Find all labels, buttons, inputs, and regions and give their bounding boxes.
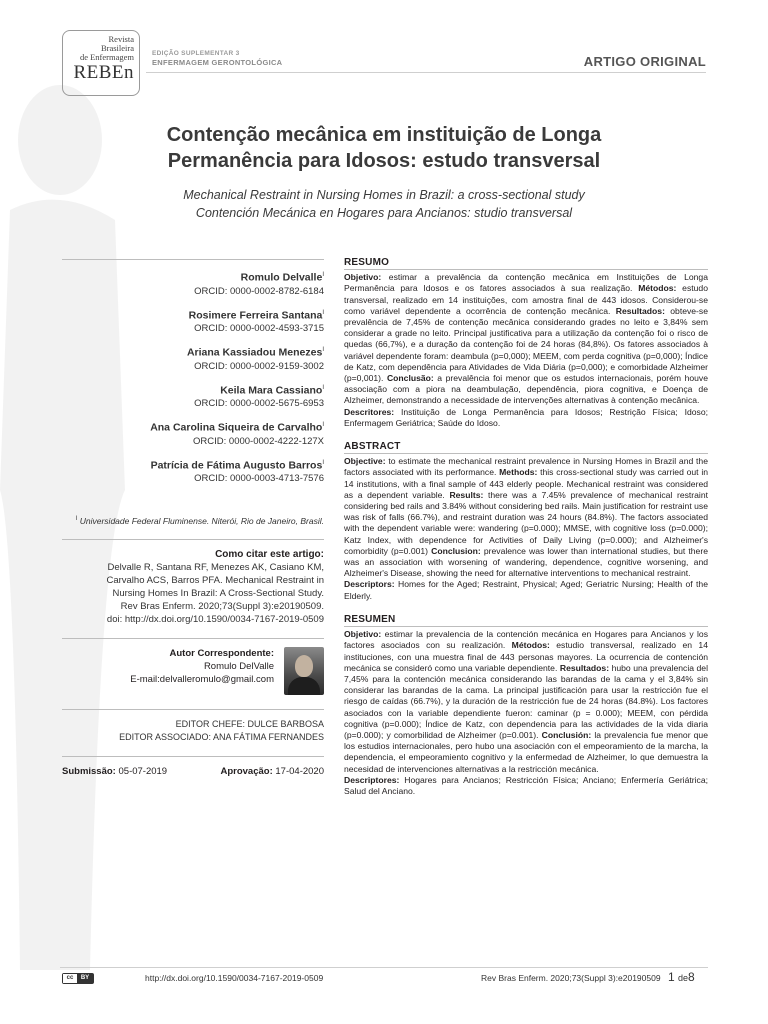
page-number: 1 de8 (668, 970, 695, 984)
author-entry (62, 306, 324, 336)
left-column (62, 259, 324, 778)
abstracts-column (344, 257, 708, 809)
footer-journal: Rev Bras Enferm. 2020;73(Suppl 3):e20190509 (481, 973, 661, 983)
author-name: Rosimere Ferreira Santana$^I$ (188, 309, 324, 321)
citation-line: Nursing Homes In Brazil: A Cross-Sectional Study. (112, 587, 324, 599)
author-name: Romulo Delvalle$^I$ (240, 271, 324, 284)
resumo-descriptors: Descritores: Instituição de Longa Permanência para Idosos; Restrição Física; Idoso; Enfermagem Geriátrica; Saúde do Idoso. (344, 406, 708, 428)
header-divider (146, 72, 706, 73)
divider (62, 259, 324, 260)
footer-divider (60, 967, 708, 968)
abstract-descriptors: Descriptors: Homes for the Aged; Restraint, Physical; Aged; Geriatric Nursing; Health of the Elderly. (344, 579, 708, 601)
photo-body (288, 677, 320, 695)
author-entry (62, 343, 324, 373)
cc-icon: cc (63, 974, 77, 983)
author-photo (284, 647, 324, 695)
divider (62, 638, 324, 639)
editors (62, 718, 324, 744)
author-name: Ariana Kassiadou Menezes$^I$ (186, 346, 324, 359)
section-heading: RESUMEN (344, 614, 708, 627)
corresponding-author-info (130, 647, 274, 686)
citation-line: Carvalho ACS, Barros PFA. Mechanical Restraint in (106, 574, 324, 586)
author-entry (62, 456, 324, 486)
author-orcid[interactable]: ORCID: 0000-0002-4222-127X (193, 435, 324, 447)
citation-text (62, 561, 324, 626)
abstract-body: Objective: to estimate the mechanical restraint prevalence in Nursing Homes in Brazil and the factors associated with its performance. Methods: this cross-sectional study was carried out in 14 institutions, with a final sample of 443 elderly people. Mechanical restraint was considered as a dependent variable. Results: there was a 7.45% prevalence of mechanical restraint considering bed rails and 3.84% without considering bed rails. Main justification for restraint use was risk of falls (66.7%), and restraint duration was 24 hours (84.8%). The factors associated with the dependent variable were: wandering (p=0.000); MMSE, with cognitive loss (p=0.000); Katz Index, with dependence for Activities of Daily Living (p=0.000); and Alzheimer's comorbidity (p=0.001) Conclusion: prevalence was lower than international studies, but there was an association with worsening of wandering, dependence, cognitive worsening, and Alzheimer's Disease, showing the need for alternative interventions to mechanical restraint. (344, 456, 709, 579)
supplement-edition: EDIÇÃO SUPLEMENTAR 3 (152, 50, 240, 57)
subtitle-spanish: Contención Mecánica en Hogares para Ancianos: studio transversal (195, 206, 573, 220)
affiliation: $^I$ Universidade Federal Fluminense. Niterói, Rio de Janeiro, Brasil. (75, 515, 324, 526)
resumo-body: Objetivo: estimar a prevalência da contenção mecânica em Instituições de Longa Permanência para Idosos e os fatores associados à sua realização. Métodos: estudo transversal, realizado em 14 instituições, com amostra final de 443 idosos. Considerou-se como variável dependente a ocorrência de contenção mecânica. Resultados: obteve-se prevalência de 7,45% de contenção mecânica considerando grades no leito e 3,84% sem considerar a grade no leito. Principal justificativa para a utilização da contenção foi o risco de quedas (66,7%), e a duração da contenção foi de 24 horas (84,8%). Os fatores associados à variável dependente foram: deambula (p=0,000); MEEM, com perda cognitiva (p=0,000); Índice de Katz, com dependência para Atividades de Vida Diária (p=0,000); e comorbidade Alzheimer (p=0,001). Conclusão: a prevalência foi menor que os estudos internacionais, porém houve associação com a piora na deambulação, dependência, piora cognitiva, e Doença de Alzheimer, demonstrando a necessidade de intervenções alternativas à contenção mecânica. (344, 272, 708, 406)
submission-date: Submissão: 05-07-2019 (62, 765, 168, 777)
resumen-descriptors: Descriptores: Hogares para Ancianos; Restricción Física; Anciano; Enfermería Geriátrica; Salud del Anciano. (344, 774, 708, 796)
author-name: Patrícia de Fátima Augusto Barros$^I$ (150, 459, 324, 471)
author-entry (62, 381, 324, 411)
logo-line: de Enfermagem (79, 52, 134, 62)
author-name: Keila Mara Cassiano$^I$ (220, 384, 324, 396)
photo-face (295, 655, 313, 677)
editor-chief: EDITOR CHEFE: DULCE BARBOSA (175, 718, 324, 729)
author-orcid[interactable]: ORCID: 0000-0002-9159-3002 (194, 360, 324, 372)
abstract-section (344, 441, 708, 602)
divider (62, 539, 324, 540)
section-heading: RESUMO (344, 257, 708, 270)
logo-acronym: REBEn (73, 62, 134, 83)
title-line: Contenção mecânica em instituição de Longa (166, 124, 602, 146)
subtitle-english: Mechanical Restraint in Nursing Homes in Brazil: a cross-sectional study (183, 188, 585, 202)
approval-date: Aprovação: 17-04-2020 (220, 765, 324, 777)
section-heading: ABSTRACT (344, 441, 708, 454)
author-orcid[interactable]: ORCID: 0000-0002-8782-6184 (194, 285, 324, 297)
author-orcid[interactable]: ORCID: 0000-0002-4593-3715 (194, 323, 324, 334)
editor-associate: EDITOR ASSOCIADO: ANA FÁTIMA FERNANDES (119, 731, 324, 742)
cc-license-badge[interactable] (62, 973, 94, 984)
corresponding-email[interactable]: E-mail:delvalleromulo@gmail.com (130, 673, 274, 685)
title-line: Permanência para Idosos: estudo transversal (167, 150, 601, 172)
resumen-section (344, 614, 708, 797)
author-entry (62, 418, 324, 448)
article-subtitles (60, 186, 708, 222)
divider (62, 709, 324, 710)
corresponding-author (62, 647, 324, 697)
resumen-body: Objetivo: estimar la prevalencia de la contención mecánica en Hogares para Ancianos y los factores asociados con su realización. Métodos: estudio transversal, realizado en 14 instituciones, con una muestra final de 443 personas mayores. La ocurrencia de contención mecánica se consideró como una variable dependiente. Resultados: hubo una prevalencia del 7,45% para la contención mecánica considerando las barandas de la cama y el 3,84% sin considerar las barandas de la cama. La principal justificación para usar la restricción fue el riesgo de caídas (66.7%), y la duración de la restricción fue de 24 horas (84.8%). Los factores asociados con la variable dependiente fueron: caminar (p = 0.000); MEEM, con pérdida cognitiva (p=0.000); Índice de Katz, con dependencia para las actividades de la vida diaria (p=0.000); y comorbilidad de Alzheimer (p=0.001). Conclusión: la prevalencia fue menor que los estudios internacionales, pero hubo una asociación con el empeoramiento de la marcha, la dependencia, el empeoramiento cognitivo y la enfermedad de Alzheimer, lo que demuestra la necesidad de intervenciones alternativas a la restricción mecánica. (344, 629, 708, 774)
logo-line: Brasileira (100, 43, 134, 53)
supplement-label (152, 49, 282, 67)
resumo-section (344, 257, 708, 429)
citation-line: Delvalle R, Santana RF, Menezes AK, Casiano KM, (107, 561, 324, 573)
corresponding-name: Romulo DelValle (203, 660, 274, 672)
citation-heading: Como citar este artigo: (215, 548, 324, 560)
article-type: ARTIGO ORIGINAL (583, 54, 706, 69)
divider (62, 756, 324, 757)
corresponding-heading: Autor Correspondente: (169, 647, 274, 659)
citation-doi[interactable]: doi: http://dx.doi.org/10.1590/0034-7167-2019-0509 (106, 613, 324, 625)
author-name: Ana Carolina Siqueira de Carvalho$^I$ (150, 421, 324, 434)
supplement-topic: ENFERMAGEM GERONTOLÓGICA (152, 58, 283, 67)
logo-line: Revista (108, 34, 134, 44)
author-entry (62, 268, 324, 298)
article-dates (62, 765, 324, 778)
cc-by-label: BY (77, 974, 93, 983)
article-title (60, 122, 708, 174)
citation-line: Rev Bras Enferm. 2020;73(Suppl 3):e20190509. (120, 600, 324, 612)
author-orcid[interactable]: ORCID: 0000-0003-4713-7576 (194, 473, 324, 484)
author-orcid[interactable]: ORCID: 0000-0002-5675-6953 (194, 398, 324, 409)
footer-doi[interactable]: http://dx.doi.org/10.1590/0034-7167-2019-0509 (145, 973, 324, 983)
journal-logo (62, 30, 140, 96)
